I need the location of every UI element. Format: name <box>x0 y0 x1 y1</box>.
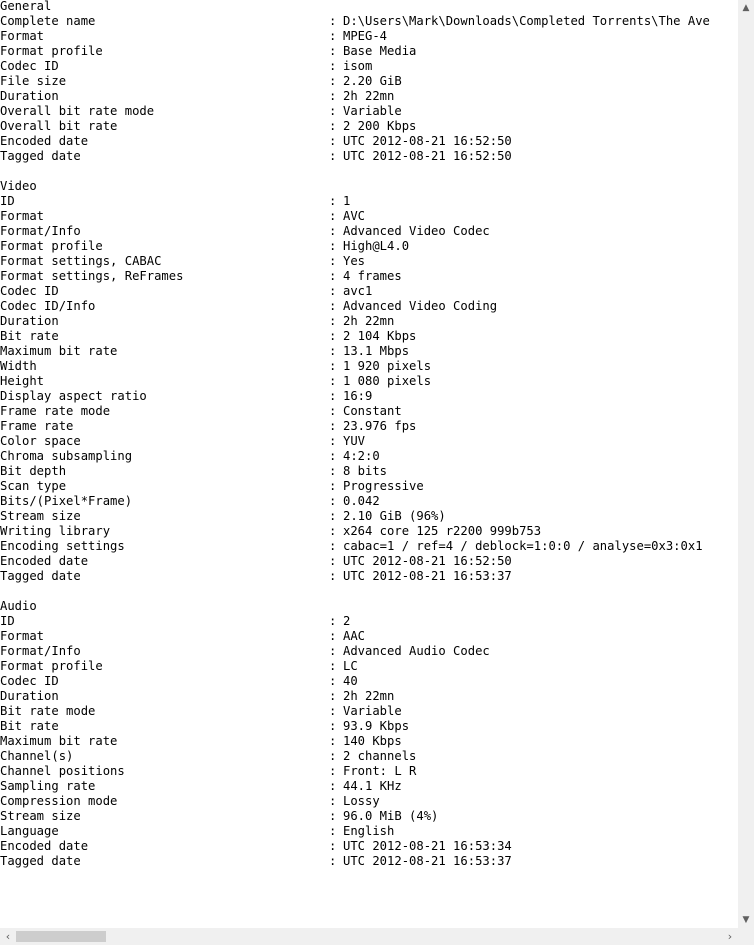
info-separator: : <box>329 509 337 523</box>
info-key: Format <box>0 629 45 643</box>
info-row <box>0 134 738 149</box>
info-key: Duration <box>0 89 59 103</box>
info-row <box>0 104 738 119</box>
info-row <box>0 209 738 224</box>
info-value: Progressive <box>343 479 424 493</box>
info-value: High@L4.0 <box>343 239 410 253</box>
info-separator: : <box>329 224 337 238</box>
info-row <box>0 239 738 254</box>
info-value: 2 104 Kbps <box>343 329 417 343</box>
info-separator: : <box>329 734 337 748</box>
info-row <box>0 389 738 404</box>
info-row <box>0 284 738 299</box>
info-separator: : <box>329 104 337 118</box>
info-row <box>0 29 738 44</box>
info-key: Format settings, ReFrames <box>0 269 184 283</box>
info-value: 2 200 Kbps <box>343 119 417 133</box>
info-value: 23.976 fps <box>343 419 417 433</box>
info-key: Overall bit rate <box>0 119 118 133</box>
info-separator: : <box>329 299 337 313</box>
info-value: 4:2:0 <box>343 449 380 463</box>
info-key: Channel(s) <box>0 749 74 763</box>
info-row <box>0 89 738 104</box>
info-value: LC <box>343 659 358 673</box>
info-key: Frame rate mode <box>0 404 111 418</box>
scroll-down-arrow-icon[interactable]: ▼ <box>742 915 750 925</box>
info-row <box>0 779 738 794</box>
info-value: UTC 2012-08-21 16:53:34 <box>343 839 512 853</box>
info-key: Encoding settings <box>0 539 125 553</box>
info-row <box>0 419 738 434</box>
info-row <box>0 854 738 869</box>
info-row <box>0 659 738 674</box>
info-separator: : <box>329 659 337 673</box>
info-key: Width <box>0 359 37 373</box>
info-key: Scan type <box>0 479 67 493</box>
info-separator: : <box>329 149 337 163</box>
info-value: UTC 2012-08-21 16:52:50 <box>343 554 512 568</box>
info-separator: : <box>329 464 337 478</box>
info-separator: : <box>329 14 337 28</box>
info-value: 140 Kbps <box>343 734 402 748</box>
info-separator: : <box>329 839 337 853</box>
info-value: 40 <box>343 674 358 688</box>
info-key: Duration <box>0 689 59 703</box>
info-separator: : <box>329 449 337 463</box>
info-value: 96.0 MiB (4%) <box>343 809 439 823</box>
info-separator: : <box>329 314 337 328</box>
info-row <box>0 554 738 569</box>
info-value: 2h 22mn <box>343 89 395 103</box>
info-row <box>0 704 738 719</box>
info-key: ID <box>0 194 15 208</box>
info-separator: : <box>329 329 337 343</box>
info-row <box>0 494 738 509</box>
info-key: Display aspect ratio <box>0 389 147 403</box>
info-row <box>0 374 738 389</box>
scroll-left-arrow-icon[interactable]: ‹ <box>5 930 11 943</box>
info-row <box>0 299 738 314</box>
info-key: Maximum bit rate <box>0 344 118 358</box>
info-key: Tagged date <box>0 854 81 868</box>
info-key: Format <box>0 209 45 223</box>
info-row <box>0 329 738 344</box>
info-separator: : <box>329 74 337 88</box>
info-key: Height <box>0 374 45 388</box>
info-row <box>0 794 738 809</box>
info-key: Codec ID <box>0 674 59 688</box>
info-value: 2 <box>343 614 351 628</box>
info-value: Variable <box>343 104 402 118</box>
info-row <box>0 824 738 839</box>
info-key: Bit rate <box>0 719 59 733</box>
info-separator: : <box>329 434 337 448</box>
info-separator: : <box>329 134 337 148</box>
info-value: UTC 2012-08-21 16:52:50 <box>343 134 512 148</box>
info-row <box>0 539 738 554</box>
info-row <box>0 224 738 239</box>
info-separator: : <box>329 644 337 658</box>
info-key: Writing library <box>0 524 111 538</box>
info-separator: : <box>329 569 337 583</box>
info-key: Stream size <box>0 509 81 523</box>
info-key: Codec ID <box>0 59 59 73</box>
info-key: Stream size <box>0 809 81 823</box>
info-key: Tagged date <box>0 149 81 163</box>
info-row <box>0 674 738 689</box>
info-key: Bit depth <box>0 464 67 478</box>
info-separator: : <box>329 824 337 838</box>
horizontal-scrollbar-thumb[interactable] <box>16 931 106 942</box>
info-value: AVC <box>343 209 366 223</box>
info-key: Encoded date <box>0 134 89 148</box>
info-value: UTC 2012-08-21 16:53:37 <box>343 569 512 583</box>
info-key: Duration <box>0 314 59 328</box>
info-value: D:\Users\Mark\Downloads\Completed Torrents\The Ave <box>343 14 710 28</box>
info-separator: : <box>329 749 337 763</box>
info-row <box>0 254 738 269</box>
info-value: Advanced Video Coding <box>343 299 498 313</box>
info-row <box>0 404 738 419</box>
info-key: Maximum bit rate <box>0 734 118 748</box>
section-title: General <box>0 0 52 13</box>
horizontal-scrollbar[interactable] <box>0 928 738 945</box>
info-row <box>0 569 738 584</box>
info-value: YUV <box>343 434 366 448</box>
info-row <box>0 434 738 449</box>
info-key: Bit rate <box>0 329 59 343</box>
info-key: Format profile <box>0 44 103 58</box>
info-separator: : <box>329 389 337 403</box>
info-value: UTC 2012-08-21 16:53:37 <box>343 854 512 868</box>
info-value: 8 bits <box>343 464 388 478</box>
info-key: Color space <box>0 434 81 448</box>
info-row <box>0 359 738 374</box>
info-key: Channel positions <box>0 764 125 778</box>
info-value: Advanced Video Codec <box>343 224 490 238</box>
info-separator: : <box>329 689 337 703</box>
info-value: Variable <box>343 704 402 718</box>
info-row <box>0 59 738 74</box>
info-value: 1 080 pixels <box>343 374 432 388</box>
info-separator: : <box>329 794 337 808</box>
info-key: Codec ID/Info <box>0 299 96 313</box>
info-key: File size <box>0 74 67 88</box>
info-separator: : <box>329 29 337 43</box>
info-value: isom <box>343 59 373 73</box>
info-separator: : <box>329 809 337 823</box>
info-separator: : <box>329 704 337 718</box>
info-row <box>0 344 738 359</box>
info-value: 93.9 Kbps <box>343 719 410 733</box>
info-key: Compression mode <box>0 794 118 808</box>
info-value: avc1 <box>343 284 373 298</box>
info-separator: : <box>329 89 337 103</box>
info-value: 44.1 KHz <box>343 779 402 793</box>
info-value: 2 channels <box>343 749 417 763</box>
info-key: Bit rate mode <box>0 704 96 718</box>
info-row <box>0 119 738 134</box>
info-separator: : <box>329 254 337 268</box>
info-row <box>0 479 738 494</box>
info-separator: : <box>329 209 337 223</box>
info-value: Lossy <box>343 794 380 808</box>
info-separator: : <box>329 269 337 283</box>
info-value: 1 <box>343 194 351 208</box>
info-value: Yes <box>343 254 366 268</box>
info-key: Format settings, CABAC <box>0 254 162 268</box>
info-separator: : <box>329 59 337 73</box>
info-key: Language <box>0 824 59 838</box>
info-value: UTC 2012-08-21 16:52:50 <box>343 149 512 163</box>
info-key: ID <box>0 614 15 628</box>
info-separator: : <box>329 524 337 538</box>
info-row <box>0 629 738 644</box>
info-value: Constant <box>343 404 402 418</box>
section-title: Video <box>0 179 37 193</box>
info-row <box>0 44 738 59</box>
info-row <box>0 644 738 659</box>
scroll-right-arrow-icon[interactable]: › <box>727 930 733 943</box>
info-value: 0.042 <box>343 494 380 508</box>
info-separator: : <box>329 629 337 643</box>
info-value: Front: L R <box>343 764 417 778</box>
info-separator: : <box>329 344 337 358</box>
info-value: cabac=1 / ref=4 / deblock=1:0:0 / analyse=0x3:0x1 <box>343 539 703 553</box>
info-row <box>0 839 738 854</box>
info-value: English <box>343 824 395 838</box>
info-key: Encoded date <box>0 839 89 853</box>
info-separator: : <box>329 419 337 433</box>
info-value: x264 core 125 r2200 999b753 <box>343 524 542 538</box>
info-row <box>0 14 738 29</box>
info-separator: : <box>329 374 337 388</box>
info-key: Format profile <box>0 659 103 673</box>
info-separator: : <box>329 194 337 208</box>
info-value: 16:9 <box>343 389 373 403</box>
info-row <box>0 809 738 824</box>
info-key: Format/Info <box>0 224 81 238</box>
info-row <box>0 749 738 764</box>
info-row <box>0 764 738 779</box>
info-separator: : <box>329 779 337 793</box>
vertical-scrollbar[interactable] <box>738 0 754 928</box>
info-row <box>0 614 738 629</box>
info-separator: : <box>329 614 337 628</box>
info-row <box>0 464 738 479</box>
info-separator: : <box>329 119 337 133</box>
info-value: 2.10 GiB (96%) <box>343 509 446 523</box>
info-separator: : <box>329 479 337 493</box>
info-row <box>0 524 738 539</box>
info-key: Format profile <box>0 239 103 253</box>
info-value: 2h 22mn <box>343 689 395 703</box>
info-key: Encoded date <box>0 554 89 568</box>
info-value: 4 frames <box>343 269 402 283</box>
info-separator: : <box>329 554 337 568</box>
info-separator: : <box>329 854 337 868</box>
info-separator: : <box>329 539 337 553</box>
info-key: Format <box>0 29 45 43</box>
info-key: Format/Info <box>0 644 81 658</box>
section-spacer <box>0 164 738 179</box>
info-separator: : <box>329 359 337 373</box>
info-row <box>0 719 738 734</box>
info-row <box>0 449 738 464</box>
info-value: 13.1 Mbps <box>343 344 410 358</box>
info-row <box>0 509 738 524</box>
scrollbar-corner <box>738 928 754 945</box>
info-value: Advanced Audio Codec <box>343 644 490 658</box>
info-row <box>0 269 738 284</box>
info-key: Overall bit rate mode <box>0 104 155 118</box>
info-key: Frame rate <box>0 419 74 433</box>
info-separator: : <box>329 674 337 688</box>
info-row <box>0 734 738 749</box>
info-value: Base Media <box>343 44 417 58</box>
info-key: Sampling rate <box>0 779 96 793</box>
info-row <box>0 149 738 164</box>
info-row <box>0 74 738 89</box>
info-separator: : <box>329 719 337 733</box>
info-key: Chroma subsampling <box>0 449 133 463</box>
info-row <box>0 314 738 329</box>
info-key: Codec ID <box>0 284 59 298</box>
info-value: AAC <box>343 629 366 643</box>
info-key: Complete name <box>0 14 96 28</box>
section-title: Audio <box>0 599 37 613</box>
info-row <box>0 194 738 209</box>
info-value: 2.20 GiB <box>343 74 402 88</box>
info-key: Tagged date <box>0 569 81 583</box>
info-row <box>0 689 738 704</box>
info-separator: : <box>329 284 337 298</box>
info-separator: : <box>329 44 337 58</box>
info-separator: : <box>329 404 337 418</box>
info-key: Bits/(Pixel*Frame) <box>0 494 133 508</box>
info-value: 2h 22mn <box>343 314 395 328</box>
info-value: MPEG-4 <box>343 29 388 43</box>
info-separator: : <box>329 764 337 778</box>
scroll-up-arrow-icon[interactable]: ▲ <box>742 3 750 13</box>
section-spacer <box>0 584 738 599</box>
info-value: 1 920 pixels <box>343 359 432 373</box>
info-separator: : <box>329 494 337 508</box>
info-separator: : <box>329 239 337 253</box>
